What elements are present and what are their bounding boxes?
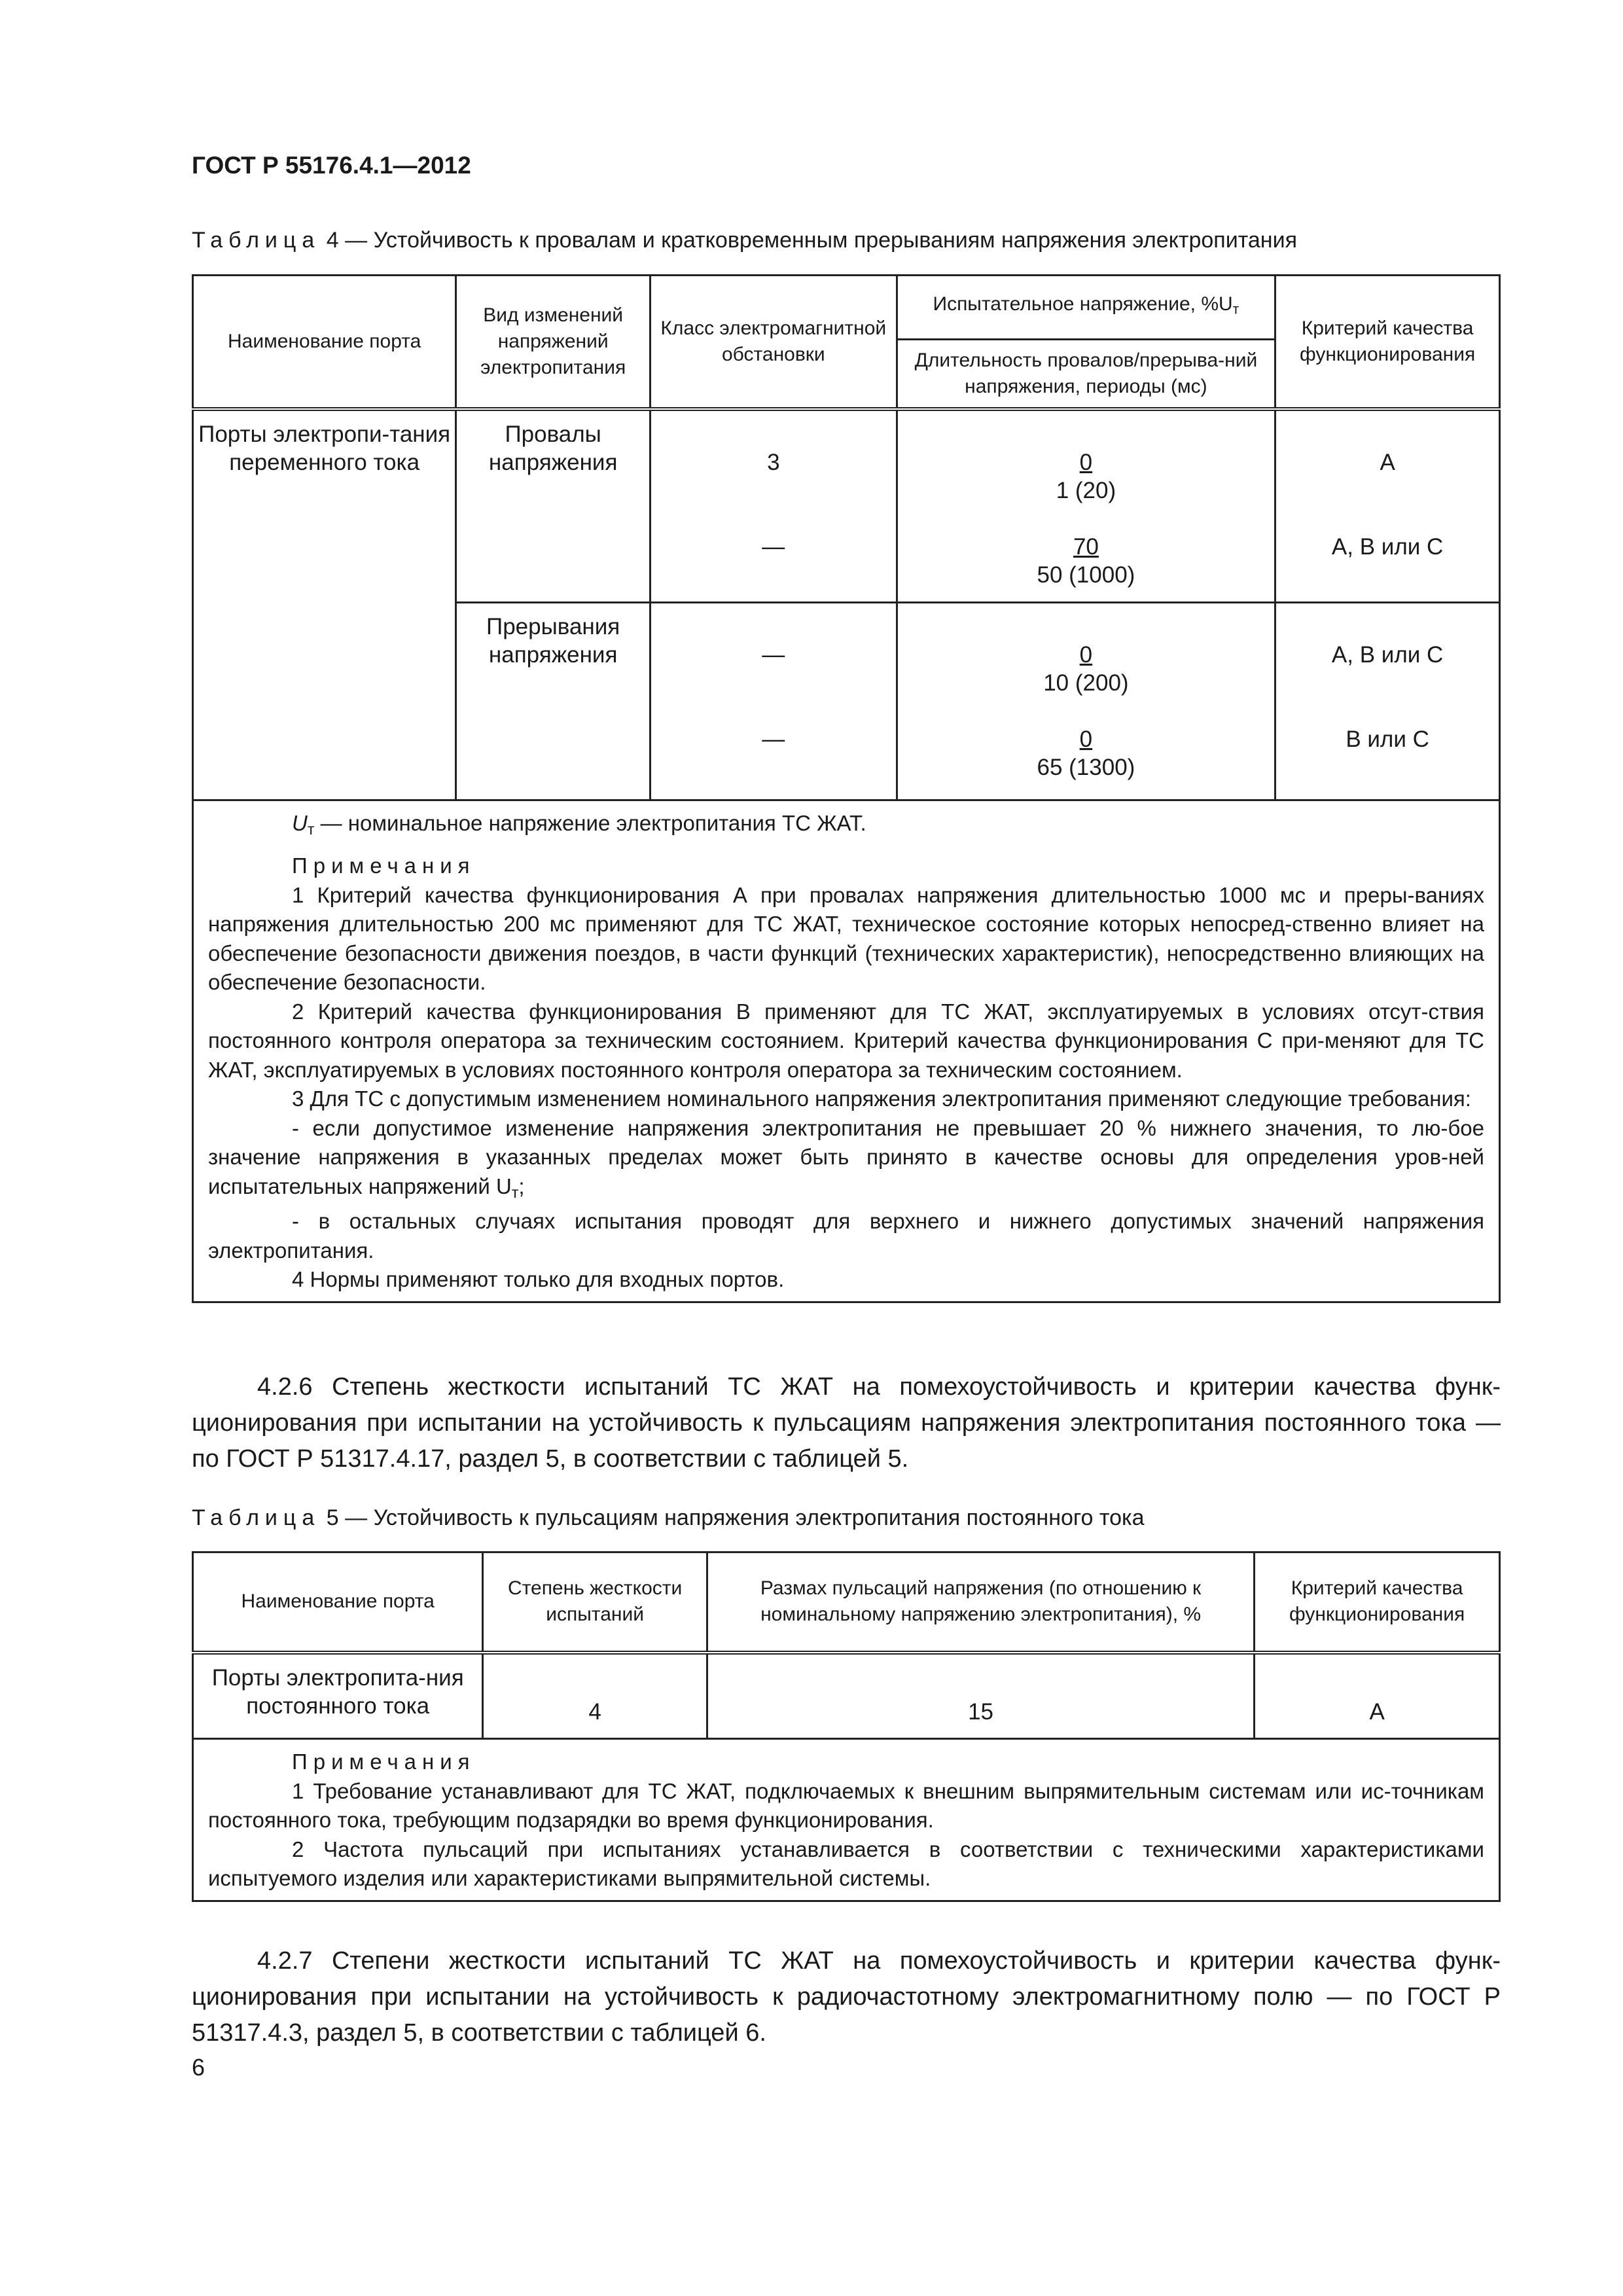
table4-caption-word: Таблица — [192, 228, 321, 253]
table5-caption-word: Таблица — [192, 1505, 321, 1530]
t5-header-ripple: Размах пульсаций напряжения (по отношению к номинальному напряжению электропитания), % — [707, 1552, 1254, 1653]
t4-note-2: 2 Критерий качества функционирования В применяют для ТС ЖАТ, эксплуатируемых в условиях отсут-ствия постоянного контроля оператора за техническим состоянием. Критерий качества функционирования С при-меняют для ТС ЖАТ, эксплуатируемых в условиях постоянного контроля оператора за техническим состоянием. — [208, 999, 1484, 1082]
t4-voltage-cell — [897, 603, 1275, 800]
t4-voltage-cell — [897, 409, 1275, 603]
t5-ripple-cell: 15 — [707, 1653, 1254, 1739]
t5-header-criterion: Критерий качества функционирования — [1255, 1552, 1500, 1653]
t4-voltage-value: 0 — [1079, 726, 1093, 752]
t4-header-class: Класс электромагнитной обстановки — [651, 276, 897, 409]
t5-criterion-cell: A — [1255, 1653, 1500, 1739]
t4-notes-title: Примечания — [292, 853, 476, 878]
t4-criterion-value: A, B или C — [1331, 642, 1444, 668]
t4-header-voltage: Испытательное напряжение, $\%U_т$ — [897, 276, 1275, 340]
t4-note-3a: - если допустимое изменение напряжения электропитания не превышает 20 % нижнего значения, то лю-бое значение напряжения в указанных пределах может быть принято в качестве основы для определения уров-ней испытательных напряжений $U_т$; — [208, 1115, 1484, 1201]
t4-note-4: 4 Нормы применяют только для входных портов. — [292, 1267, 785, 1292]
t4-class-value: — — [762, 726, 785, 752]
table4-caption-text: 4 — Устойчивость к провалам и кратковременным прерываниям напряжения электропитания — [326, 228, 1297, 253]
t4-criterion-value: B или C — [1346, 726, 1429, 752]
t4-duration-value: 1 (20) — [1056, 477, 1116, 503]
t4-duration-value: 50 (1000) — [1037, 562, 1135, 588]
t4-header-type: Вид изменений напряжений электропитания — [456, 276, 651, 409]
t5-level-cell: 4 — [483, 1653, 707, 1739]
page-number: 6 — [192, 2054, 205, 2081]
t4-notes — [193, 800, 1500, 1302]
t4-note-1: 1 Критерий качества функционирования А при провалах напряжения длительностью 1000 мс и преры-ваниях напряжения длительностью 200 мс применяют для ТС ЖАТ, техническое состояние которых непосред-ственно влияет на обеспечение безопасности движения поездов, в части функций (технических характеристик), непосредственно влияющих на обеспечение безопасности. — [208, 882, 1484, 995]
table4 — [192, 274, 1501, 1303]
t4-duration-value: 10 (200) — [1043, 670, 1129, 696]
t4-voltage-value: 0 — [1079, 642, 1093, 668]
t4-class-value: — — [762, 533, 785, 560]
table4-caption — [192, 228, 1297, 253]
t4-note-3: 3 Для ТС с допустимым изменением номинального напряжения электропитания применяют следующие требования: — [292, 1086, 1471, 1111]
t4-header-duration: Длительность провалов/прерыва-ний напряжения, периоды (мс) — [897, 340, 1275, 409]
t4-criterion-cell — [1275, 409, 1500, 603]
t4-footnote: $U_т$ — номинальное напряжение электропитания ТС ЖАТ. — [292, 811, 866, 838]
t4-group-type: Прерывания напряжения — [456, 603, 651, 800]
document-header: ГОСТ Р 55176.4.1—2012 — [192, 152, 471, 179]
t4-class-value: 3 — [767, 449, 780, 475]
t5-note-2: 2 Частота пульсаций при испытаниях устанавливается в соответствии с техническими характеристиками испытуемого изделия или характеристиками выпрямительной системы. — [208, 1837, 1484, 1890]
t4-header-criterion: Критерий качества функционирования — [1275, 276, 1500, 409]
t4-voltage-value: 0 — [1079, 449, 1093, 475]
t4-header-port: Наименование порта — [193, 276, 456, 409]
t4-criterion-cell — [1275, 603, 1500, 800]
table5-caption — [192, 1505, 1145, 1531]
t5-port-cell: Порты электропита-ния постоянного тока — [193, 1653, 483, 1739]
t5-notes-title: Примечания — [292, 1749, 476, 1774]
t4-duration-value: 65 (1300) — [1037, 755, 1135, 780]
t4-class-value: — — [762, 642, 785, 668]
t4-port-cell: Порты электропи-тания переменного тока — [193, 409, 456, 800]
t5-header-level: Степень жесткости испытаний — [483, 1552, 707, 1653]
t4-class-cell — [651, 409, 897, 603]
t4-class-cell — [651, 603, 897, 800]
t5-notes — [193, 1739, 1500, 1901]
table5-caption-text: 5 — Устойчивость к пульсациям напряжения электропитания постоянного тока — [326, 1505, 1145, 1530]
t5-note-1: 1 Требование устанавливают для ТС ЖАТ, подключаемых к внешним выпрямительным системам или ис-точникам постоянного тока, требующим подзарядки во время функционирования. — [208, 1778, 1484, 1832]
paragraph-4-2-7: 4.2.7 Степени жесткости испытаний ТС ЖАТ на помехоустойчивость и критерии качества функ-ционирования при испытании на устойчивость к радиочастотному электромагнитному полю — по ГОСТ Р 51317.4.3, раздел 5, в соответствии с таблицей 6. — [192, 1947, 1501, 2047]
t4-criterion-value: A — [1380, 449, 1395, 475]
t4-voltage-value: 70 — [1073, 533, 1099, 560]
t4-criterion-value: A, B или C — [1331, 533, 1444, 560]
t4-group-type: Провалы напряжения — [456, 409, 651, 603]
t4-note-3b: - в остальных случаях испытания проводят для верхнего и нижнего допустимых значений напряжения электропитания. — [208, 1209, 1484, 1263]
paragraph-4-2-6: 4.2.6 Степень жесткости испытаний ТС ЖАТ на помехоустойчивость и критерии качества функ-ционирования при испытании на устойчивость к пульсациям напряжения электропитания постоянного тока — по ГОСТ Р 51317.4.17, раздел 5, в соответствии с таблицей 5. — [192, 1373, 1501, 1473]
t5-header-port: Наименование порта — [193, 1552, 483, 1653]
table5 — [192, 1551, 1501, 1902]
